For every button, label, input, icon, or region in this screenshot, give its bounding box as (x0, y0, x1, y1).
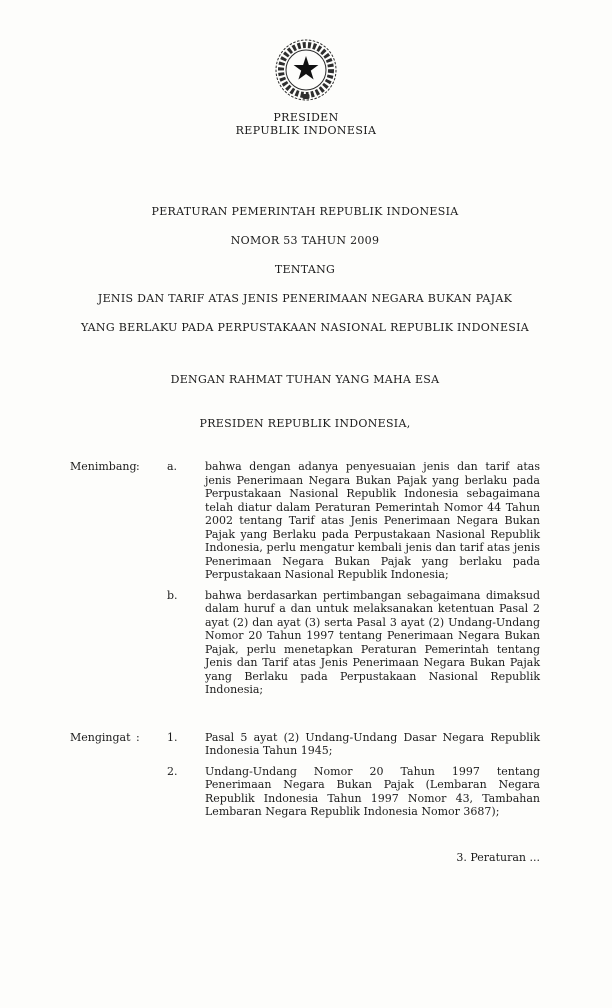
tentang-line: TENTANG (274, 263, 336, 276)
section-colon-spacer (136, 765, 167, 819)
preambular-sections (70, 460, 540, 819)
section-label: Mengingat (70, 730, 131, 744)
item-marker: 2. (167, 764, 178, 778)
mengingat-section (70, 731, 540, 819)
section-colon-spacer (136, 589, 167, 697)
section-label: Menimbang (70, 460, 137, 473)
issuing-authority-line: PRESIDEN REPUBLIK INDONESIA, (199, 417, 411, 430)
item-marker: a. (167, 460, 178, 473)
item-text: Pasal 5 ayat (2) Undang-Undang Dasar Negara Republik Indonesia Tahun 1945; (205, 730, 540, 757)
mengingat-item-1 (70, 731, 540, 758)
item-marker: 1. (167, 730, 178, 744)
section-label-spacer (70, 589, 136, 697)
item-text: bahwa dengan adanya penyesuaian jenis dan tarif atas jenis Penerimaan Negara Bukan Pajak yang berlaku pada Perpustakaan Nasional Republik Indonesia sebagaimana telah diatur dalam Peraturan Pemerintah Nomor 44 Tahun 2002 tentang Tarif atas Jenis Penerimaan Negara Bukan Pajak yang Berlaku pada Perpustakaan Nasional Republik Indonesia, perlu mengatur kembali jenis dan tarif atas jenis Penerimaan Negara Bukan Pajak yang berlaku pada Perpustakaan Nasional Republik Indonesia; (205, 460, 540, 581)
menimbang-item-a (70, 460, 540, 582)
item-text: bahwa berdasarkan pertimbangan sebagaimana dimaksud dalam huruf a dan untuk melaksanakan ketentuan Pasal 2 ayat (2) dan ayat (3) serta Pasal 3 ayat (2) Undang-Undang Nomor 20 Tahun 1997 tentang Penerimaan Negara Bukan Pajak, perlu menetapkan Peraturan Pemerintah tentang Jenis dan Tarif atas Jenis Penerimaan Negara Bukan Pajak yang Berlaku pada Perpustakaan Nasional Republik Indonesia; (205, 588, 540, 696)
grace-of-god-line: DENGAN RAHMAT TUHAN YANG MAHA ESA (170, 373, 440, 386)
letterhead (0, 0, 612, 137)
regulation-type-line: PERATURAN PEMERINTAH REPUBLIK INDONESIA (151, 205, 459, 218)
menimbang-item-b (70, 589, 540, 697)
subject-line-1: JENIS DAN TARIF ATAS JENIS PENERIMAAN NEGARA BUKAN PAJAK (97, 292, 513, 305)
document-body (0, 205, 612, 864)
subject-line-2: YANG BERLAKU PADA PERPUSTAKAAN NASIONAL REPUBLIK INDONESIA (80, 321, 530, 334)
letterhead-republik-indonesia: REPUBLIK INDONESIA (235, 124, 377, 137)
item-marker: b. (167, 588, 178, 602)
presidential-emblem-icon (0, 36, 612, 108)
catchword: 3. Peraturan ... (456, 850, 540, 864)
regulation-number-line: NOMOR 53 TAHUN 2009 (230, 234, 380, 247)
regulation-title-block (70, 205, 540, 334)
item-text: Undang-Undang Nomor 20 Tahun 1997 tentang Penerimaan Negara Bukan Pajak (Lembaran Negara Republik Indonesia Tahun 1997 Nomor 43, Tambahan Lembaran Negara Republik Indonesia Nomor 3687); (205, 764, 540, 818)
section-colon: : (136, 730, 140, 744)
section-label-spacer (70, 765, 136, 819)
menimbang-section (70, 460, 540, 697)
letterhead-presiden: PRESIDEN (273, 111, 339, 124)
section-colon: : (136, 460, 140, 473)
mengingat-item-2 (70, 765, 540, 819)
